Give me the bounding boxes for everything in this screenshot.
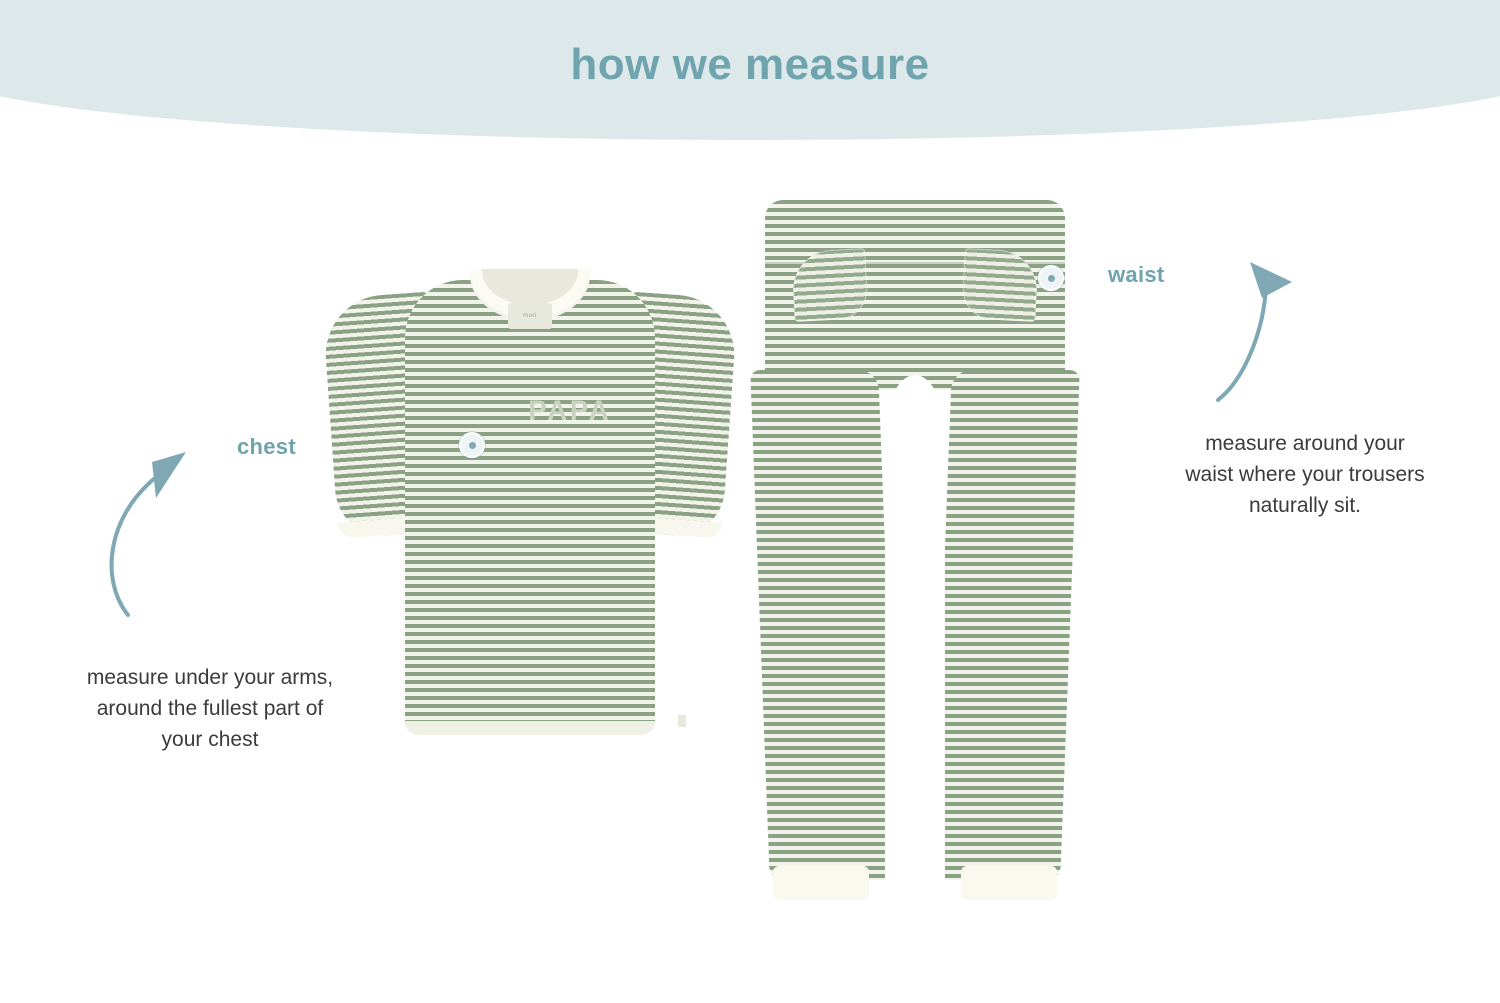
trousers-leg-right xyxy=(932,370,1080,880)
caption-waist xyxy=(1140,428,1470,521)
caption-chest xyxy=(30,662,390,755)
tshirt-chest-print: PAPA xyxy=(528,395,612,425)
measurement-point-icon-chest xyxy=(459,432,485,458)
caption-waist-line-3: naturally sit. xyxy=(1248,494,1362,517)
trousers-cuff-right xyxy=(961,866,1057,900)
page-title: how we measure xyxy=(570,40,930,89)
callout-label-chest: chest xyxy=(237,434,296,459)
caption-chest-line-3: your chest xyxy=(161,728,259,751)
curved-arrow-left-icon xyxy=(1180,250,1310,410)
curved-arrow-up-icon xyxy=(90,440,210,620)
trousers-crotch-gap xyxy=(885,375,945,895)
caption-waist-line-2: waist where your trousers xyxy=(1185,463,1425,486)
tshirt-hem xyxy=(405,721,655,735)
callout-label-waist: waist xyxy=(1108,262,1165,287)
caption-waist-line-1: measure around your xyxy=(1205,432,1405,455)
caption-chest-line-2: around the fullest part of xyxy=(96,697,324,720)
tshirt-body xyxy=(405,280,655,735)
trousers-illustration xyxy=(755,200,1075,900)
tshirt-illustration xyxy=(330,255,730,735)
measurement-point-icon-waist xyxy=(1038,265,1064,291)
tshirt-neck-label: mori xyxy=(508,303,552,329)
trousers-leg-left xyxy=(750,370,898,880)
tshirt-side-tag xyxy=(678,715,686,727)
trousers-cuff-left xyxy=(773,866,869,900)
caption-chest-line-1: measure under your arms, xyxy=(86,666,334,689)
